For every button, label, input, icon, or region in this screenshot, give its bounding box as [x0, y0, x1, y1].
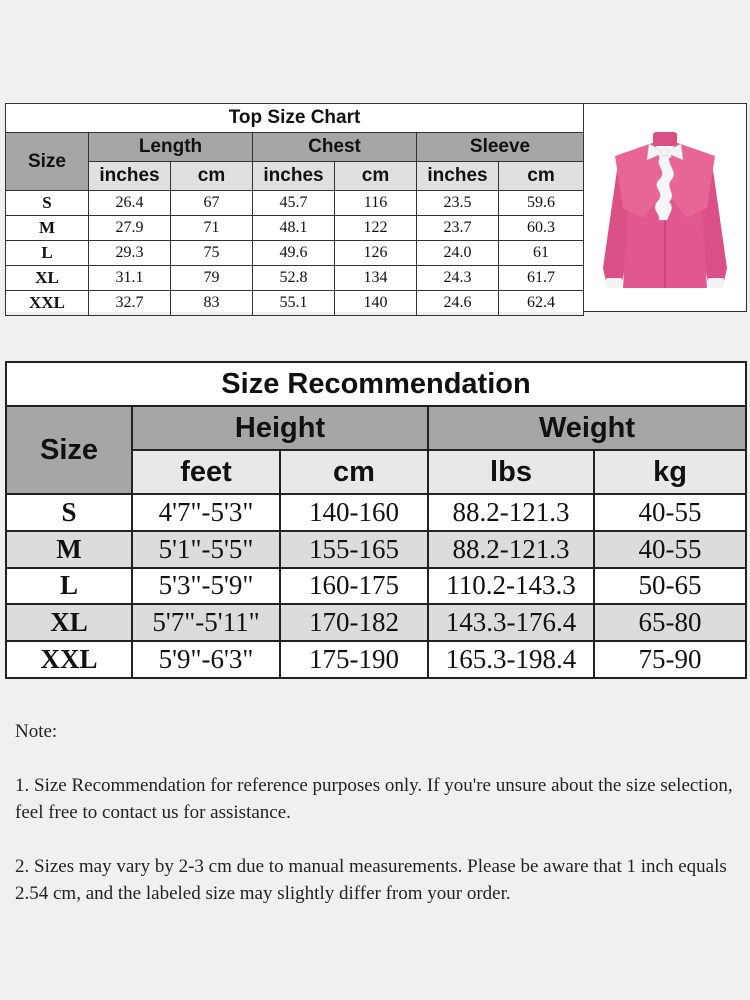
recommendation-group-height: Height [132, 406, 428, 450]
table-cell: 83 [171, 291, 253, 316]
table-cell: 49.6 [253, 241, 335, 266]
notes-section [15, 718, 735, 934]
size-label: XXL [6, 291, 89, 316]
top-chart-unit: inches [417, 162, 499, 191]
table-cell: 29.3 [89, 241, 171, 266]
table-cell: 5'9"-6'3" [132, 641, 280, 678]
table-cell: 88.2-121.3 [428, 531, 594, 568]
table-row [6, 216, 584, 241]
table-row [6, 494, 746, 531]
table-cell: 61 [499, 241, 584, 266]
top-chart-group-chest: Chest [253, 133, 417, 162]
table-row [6, 291, 584, 316]
table-cell: 79 [171, 266, 253, 291]
table-cell: 5'3"-5'9" [132, 568, 280, 605]
size-label: XXL [6, 641, 132, 678]
top-size-chart-section [5, 103, 747, 312]
table-cell: 143.3-176.4 [428, 604, 594, 641]
table-cell: 155-165 [280, 531, 428, 568]
top-chart-unit: inches [253, 162, 335, 191]
table-cell: 4'7"-5'3" [132, 494, 280, 531]
table-cell: 59.6 [499, 191, 584, 216]
top-chart-unit: cm [335, 162, 417, 191]
table-cell: 26.4 [89, 191, 171, 216]
table-row [6, 604, 746, 641]
size-label: M [6, 216, 89, 241]
table-cell: 170-182 [280, 604, 428, 641]
top-chart-unit: inches [89, 162, 171, 191]
table-cell: 5'7"-5'11" [132, 604, 280, 641]
top-chart-unit: cm [171, 162, 253, 191]
table-cell: 140-160 [280, 494, 428, 531]
table-cell: 122 [335, 216, 417, 241]
table-cell: 60.3 [499, 216, 584, 241]
table-cell: 50-65 [594, 568, 746, 605]
top-chart-title: Top Size Chart [6, 104, 584, 133]
table-cell: 40-55 [594, 531, 746, 568]
pink-jacket-image [595, 118, 735, 298]
table-cell: 23.7 [417, 216, 499, 241]
table-cell: 175-190 [280, 641, 428, 678]
table-row [6, 641, 746, 678]
table-cell: 126 [335, 241, 417, 266]
size-label: XL [6, 604, 132, 641]
table-cell: 67 [171, 191, 253, 216]
table-cell: 65-80 [594, 604, 746, 641]
table-cell: 48.1 [253, 216, 335, 241]
table-cell: 24.3 [417, 266, 499, 291]
table-cell: 27.9 [89, 216, 171, 241]
note-item: 2. Sizes may vary by 2-3 cm due to manual measurements. Please be aware that 1 inch equals 2.54 cm, and the labeled size may slightly differ from your order. [15, 856, 727, 904]
table-cell: 62.4 [499, 291, 584, 316]
table-cell: 32.7 [89, 291, 171, 316]
product-image-cell [584, 103, 747, 312]
top-size-chart-table [5, 103, 584, 316]
top-chart-size-header: Size [6, 133, 89, 191]
table-cell: 75 [171, 241, 253, 266]
note-item: 1. Size Recommendation for reference purposes only. If you're unsure about the size selection, feel free to contact us for assistance. [15, 775, 733, 823]
table-cell: 61.7 [499, 266, 584, 291]
recommendation-unit: feet [132, 450, 280, 494]
size-label: XL [6, 266, 89, 291]
size-label: M [6, 531, 132, 568]
recommendation-unit: cm [280, 450, 428, 494]
table-cell: 71 [171, 216, 253, 241]
top-chart-group-length: Length [89, 133, 253, 162]
size-label: S [6, 494, 132, 531]
table-cell: 52.8 [253, 266, 335, 291]
table-cell: 88.2-121.3 [428, 494, 594, 531]
size-label: L [6, 241, 89, 266]
table-cell: 116 [335, 191, 417, 216]
table-row [6, 266, 584, 291]
table-row [6, 568, 746, 605]
table-cell: 55.1 [253, 291, 335, 316]
recommendation-unit: lbs [428, 450, 594, 494]
table-cell: 24.0 [417, 241, 499, 266]
table-row [6, 241, 584, 266]
size-label: S [6, 191, 89, 216]
table-cell: 110.2-143.3 [428, 568, 594, 605]
table-cell: 40-55 [594, 494, 746, 531]
table-cell: 23.5 [417, 191, 499, 216]
recommendation-size-header: Size [6, 406, 132, 494]
table-cell: 31.1 [89, 266, 171, 291]
table-cell: 160-175 [280, 568, 428, 605]
top-chart-unit: cm [499, 162, 584, 191]
table-cell: 140 [335, 291, 417, 316]
table-cell: 24.6 [417, 291, 499, 316]
recommendation-title: Size Recommendation [6, 362, 746, 406]
table-cell: 45.7 [253, 191, 335, 216]
size-label: L [6, 568, 132, 605]
size-recommendation-table [5, 361, 747, 679]
table-row [6, 531, 746, 568]
table-cell: 165.3-198.4 [428, 641, 594, 678]
notes-heading: Note: [15, 721, 58, 742]
top-chart-group-sleeve: Sleeve [417, 133, 584, 162]
table-cell: 5'1"-5'5" [132, 531, 280, 568]
table-cell: 75-90 [594, 641, 746, 678]
table-cell: 134 [335, 266, 417, 291]
recommendation-unit: kg [594, 450, 746, 494]
recommendation-group-weight: Weight [428, 406, 746, 450]
table-row [6, 191, 584, 216]
